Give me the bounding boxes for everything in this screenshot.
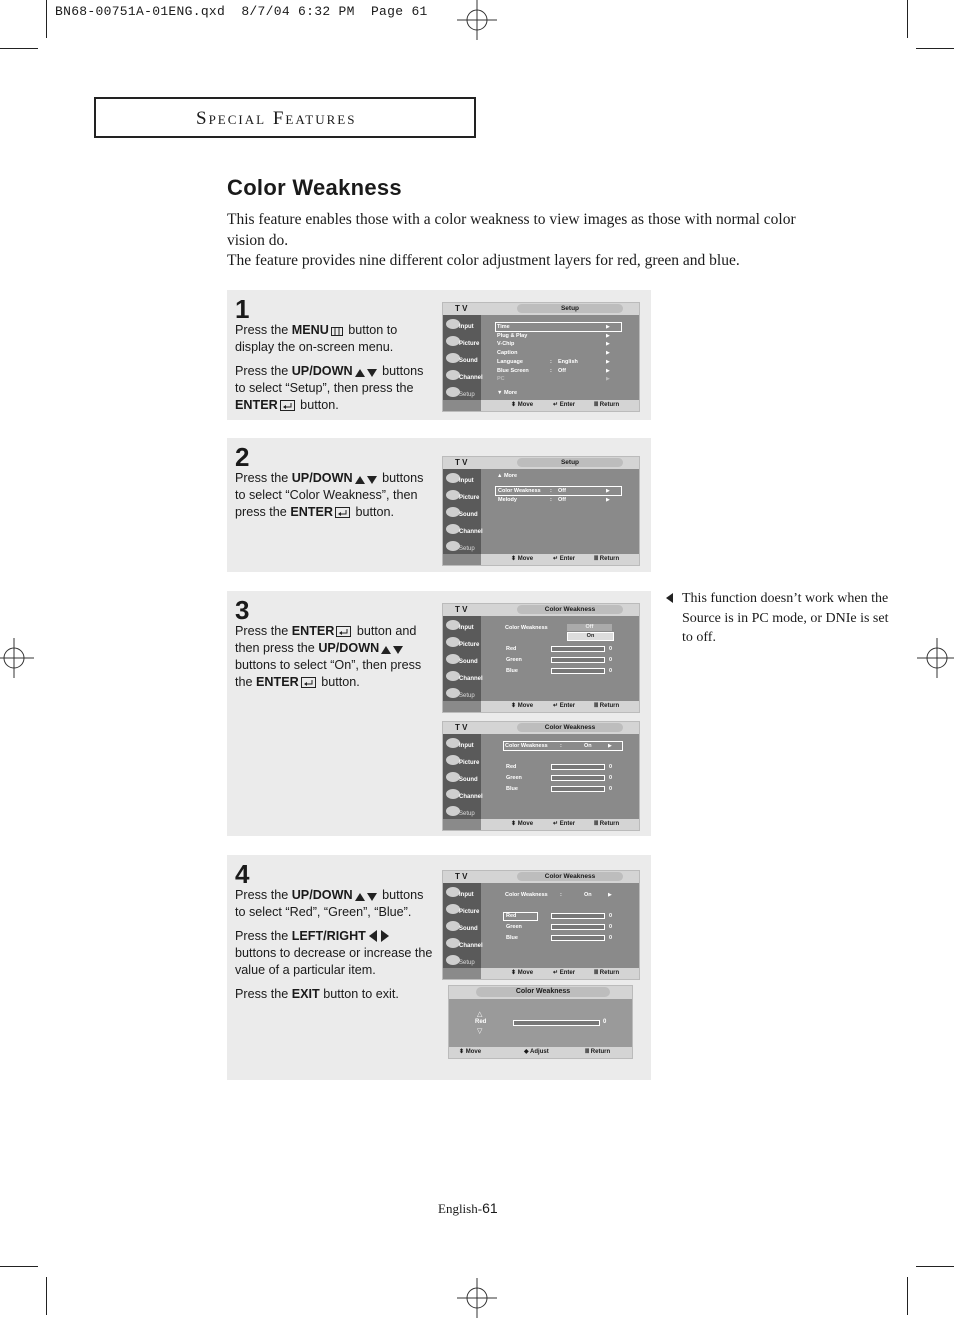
osd-color-label: Green: [506, 657, 522, 663]
osd-sidebar-icon: [446, 755, 460, 765]
button-name: MENU: [291, 323, 329, 337]
registration-mark-left: [0, 638, 34, 678]
osd-option-off: Off: [567, 624, 612, 631]
osd-highlight: [503, 741, 623, 751]
osd-sidebar-icon: [446, 671, 460, 681]
osd-move-hint: ⬍ Move: [511, 970, 534, 976]
osd-sidebar-icon: [446, 370, 460, 380]
osd-color-label: Blue: [506, 668, 518, 674]
osd-menu-value: On: [584, 892, 592, 898]
osd-slider-value: 0: [609, 924, 613, 930]
osd-enter-hint: ↵ Enter: [553, 821, 576, 827]
instruction-paragraph: Press the MENU button to display the on-screen menu.: [235, 323, 398, 354]
step-number: 1: [235, 294, 250, 324]
osd-red-adjust-popup: [448, 985, 633, 1059]
osd-title: Color Weakness: [476, 987, 610, 997]
button-name: ENTER: [235, 398, 278, 412]
osd-return-hint: Ⅲ Return: [594, 970, 620, 976]
left-right-icon: [368, 930, 390, 942]
osd-sidebar-icon: [446, 490, 460, 500]
osd-slider-value: 0: [603, 1019, 607, 1025]
osd-menu-item: Plug & Play: [497, 332, 528, 339]
osd-arrow-icon: ▶: [606, 324, 610, 330]
osd-sidebar-icon: [446, 637, 460, 647]
osd-arrow-icon: ▶: [606, 488, 610, 494]
enter-icon: [280, 400, 295, 411]
registration-mark-bottom: [457, 1278, 497, 1318]
osd-slider: [551, 668, 605, 674]
osd-menu-value: English: [558, 358, 578, 365]
osd-menu-value: On: [584, 743, 592, 749]
osd-arrow-icon: ▶: [606, 332, 610, 339]
step-instructions: [235, 322, 431, 421]
osd-slider-value: 0: [609, 786, 613, 792]
button-name: UP/DOWN: [291, 888, 353, 902]
note-text: This function doesn’t work when the Source is in PC mode, or DNIe is set to off.: [682, 591, 889, 645]
osd-title: Color Weakness: [517, 723, 623, 732]
osd-sidebar-label: Channel: [459, 943, 483, 949]
page-heading: Color Weakness: [227, 175, 402, 200]
osd-slider: [551, 913, 605, 919]
registration-mark-right: [917, 638, 954, 678]
osd-bottom-bar: [481, 554, 639, 565]
osd-colon: :: [550, 358, 552, 365]
osd-menu-item: Time: [497, 324, 510, 330]
osd-colon: :: [550, 488, 552, 494]
osd-sidebar-label: Picture: [459, 495, 480, 501]
osd-sidebar-icon: [446, 507, 460, 517]
up-down-icon: [381, 645, 403, 654]
osd-title: Color Weakness: [517, 872, 623, 881]
osd-arrow-icon: ▶: [608, 743, 612, 749]
osd-arrow-icon: ▶: [606, 350, 610, 357]
osd-menu-item: Color Weakness: [505, 892, 548, 898]
osd-slider-value: 0: [609, 646, 613, 652]
osd-sidebar-label: Input: [459, 743, 474, 749]
osd-sidebar-label: Input: [459, 892, 474, 898]
osd-bottom-bar: [481, 819, 639, 830]
osd-menu-item: Language: [497, 358, 523, 365]
osd-sidebar-icon: [446, 938, 460, 948]
osd-sidebar-icon: [446, 654, 460, 664]
print-slug: BN68-00751A-01ENG.qxd 8/7/04 6:32 PM Page 61: [55, 4, 428, 19]
osd-slider: [551, 657, 605, 663]
button-name: ENTER: [291, 624, 335, 638]
osd-color-label: Blue: [506, 935, 518, 941]
osd-highlight: [503, 890, 623, 900]
osd-sidebar-label: Sound: [459, 777, 478, 783]
instruction-paragraph: Press the ENTER button and then press the UP/DOWN buttons to select “On”, then press the ENTER button.: [235, 624, 422, 689]
osd-bottom-bar: [449, 1047, 632, 1058]
osd-arrow-icon: ▶: [606, 497, 610, 503]
osd-sidebar-label: Sound: [459, 512, 478, 518]
section-title: Special Features: [196, 108, 357, 129]
osd-sidebar-label: Setup: [459, 960, 475, 966]
osd-return-hint: Ⅲ Return: [594, 703, 620, 709]
osd-slider-value: 0: [609, 935, 613, 941]
osd-color-weakness-red: [442, 870, 640, 980]
intro-paragraph: This feature enables those with a color weakness to view images as those with normal color vision do.: [227, 211, 796, 249]
osd-tv-label: T V: [455, 605, 468, 614]
osd-enter-hint: ↵ Enter: [553, 970, 576, 976]
note-pointer-icon: [666, 593, 673, 603]
osd-tv-label: T V: [455, 723, 468, 732]
osd-colon: :: [550, 497, 552, 503]
osd-sidebar-label: Channel: [459, 529, 483, 535]
osd-tv-label: T V: [455, 458, 468, 467]
osd-enter-hint: ↵ Enter: [553, 556, 576, 562]
osd-color-label: Red: [475, 1019, 487, 1025]
osd-color-weakness-select: [442, 603, 640, 713]
osd-sidebar-label: Setup: [459, 392, 475, 398]
osd-more: ▲ More: [497, 473, 518, 479]
osd-sidebar-label: Channel: [459, 676, 483, 682]
osd-setup-more-menu: [442, 456, 640, 566]
osd-sidebar-label: Sound: [459, 659, 478, 665]
osd-arrow-icon: ▶: [606, 358, 610, 365]
osd-sidebar-label: Sound: [459, 358, 478, 364]
osd-bottom-bar: [481, 968, 639, 979]
osd-enter-hint: ↵ Enter: [553, 402, 576, 408]
osd-move-hint: ⬍ Move: [511, 402, 534, 408]
osd-slider-value: 0: [609, 668, 613, 674]
osd-menu-item: Color Weakness: [505, 743, 548, 749]
osd-arrow-icon: ▶: [608, 892, 612, 898]
instruction-paragraph: Press the LEFT/RIGHT buttons to decrease or increase the value of a particular item.: [235, 929, 433, 977]
osd-color-label: Green: [506, 775, 522, 781]
osd-sidebar-label: Picture: [459, 341, 480, 347]
button-name: UP/DOWN: [291, 364, 353, 378]
osd-sidebar-icon: [446, 904, 460, 914]
osd-menu-item: PC: [497, 376, 505, 383]
osd-sidebar-icon: [446, 887, 460, 897]
osd-sidebar-icon: [446, 921, 460, 931]
osd-menu-value: Off: [558, 497, 566, 503]
instruction-paragraph: Press the UP/DOWN buttons to select “Red”, “Green”, “Blue”.: [235, 888, 424, 919]
osd-sidebar-icon: [446, 524, 460, 534]
osd-color-label: Red: [506, 764, 517, 770]
step-instructions: [235, 887, 435, 1010]
osd-sidebar-label: Input: [459, 625, 474, 631]
osd-adjust-hint: ◆ Adjust: [524, 1049, 549, 1055]
instruction-paragraph: Press the UP/DOWN buttons to select “Setup”, then press the ENTER button.: [235, 364, 424, 412]
osd-more: ▼ More: [497, 390, 518, 396]
registration-mark-top: [457, 0, 497, 40]
osd-sidebar-label: Setup: [459, 693, 475, 699]
enter-icon: [301, 677, 316, 688]
instruction-paragraph: Press the EXIT button to exit.: [235, 987, 399, 1001]
osd-sidebar-icon: [446, 319, 460, 329]
osd-sidebar-icon: [446, 387, 460, 397]
osd-move-hint: ⬍ Move: [511, 821, 534, 827]
osd-tv-label: T V: [455, 872, 468, 881]
osd-sidebar-label: Picture: [459, 642, 480, 648]
osd-colon: :: [550, 367, 552, 374]
osd-move-hint: ⬍ Move: [459, 1049, 482, 1055]
page-number: 61: [482, 1200, 498, 1216]
button-name: UP/DOWN: [318, 641, 380, 655]
osd-sidebar-label: Sound: [459, 926, 478, 932]
osd-return-hint: Ⅲ Return: [594, 821, 620, 827]
osd-sidebar-icon: [446, 336, 460, 346]
osd-arrow-icon: ▶: [606, 341, 610, 348]
osd-return-hint: Ⅲ Return: [585, 1049, 611, 1055]
up-down-icon: [355, 368, 377, 377]
up-down-icon: [355, 475, 377, 484]
osd-option-on: On: [567, 632, 614, 641]
osd-setup-menu: [442, 302, 640, 412]
osd-menu-value: Off: [558, 367, 566, 374]
osd-slider-value: 0: [609, 764, 613, 770]
osd-bottom-bar: [481, 701, 639, 712]
osd-slider: [551, 935, 605, 941]
osd-move-hint: ⬍ Move: [511, 703, 534, 709]
osd-menu-value: Off: [558, 488, 566, 494]
footer-language: English-: [438, 1201, 483, 1216]
osd-slider: [551, 764, 605, 770]
osd-arrow-icon: ▶: [606, 367, 610, 374]
osd-slider-value: 0: [609, 657, 613, 663]
osd-color-label: Blue: [506, 786, 518, 792]
osd-color-weakness-on: [442, 721, 640, 831]
osd-return-hint: Ⅲ Return: [594, 402, 620, 408]
up-arrow-icon: △: [477, 1011, 483, 1018]
osd-menu-item: Color Weakness: [505, 625, 548, 631]
osd-slider: [551, 924, 605, 930]
intro-text: [227, 210, 827, 272]
button-name: ENTER: [256, 675, 299, 689]
osd-sidebar-label: Setup: [459, 546, 475, 552]
osd-title: Color Weakness: [517, 605, 623, 614]
osd-sidebar-icon: [446, 541, 460, 551]
osd-menu-item: Color Weakness: [498, 488, 541, 494]
step-instructions: [235, 623, 431, 698]
osd-slider: [551, 646, 605, 652]
up-down-icon: [355, 892, 377, 901]
osd-menu-item: Melody: [498, 497, 517, 503]
enter-icon: [336, 626, 351, 637]
osd-sidebar-icon: [446, 806, 460, 816]
osd-menu-item: Blue Screen: [497, 367, 529, 374]
page-footer: [438, 1200, 498, 1217]
osd-title: Setup: [517, 458, 623, 467]
osd-sidebar-icon: [446, 353, 460, 363]
osd-menu-item: Caption: [497, 350, 518, 357]
osd-tv-label: T V: [455, 304, 468, 313]
osd-sidebar-label: Channel: [459, 375, 483, 381]
instruction-paragraph: Press the UP/DOWN buttons to select “Color Weakness”, then press the ENTER button.: [235, 471, 424, 519]
down-arrow-icon: ▽: [477, 1028, 483, 1035]
menu-icon: [331, 327, 343, 336]
step-number: 3: [235, 595, 250, 625]
osd-enter-hint: ↵ Enter: [553, 703, 576, 709]
osd-move-hint: ⬍ Move: [511, 556, 534, 562]
osd-color-label: Green: [506, 924, 522, 930]
osd-return-hint: Ⅲ Return: [594, 556, 620, 562]
step-instructions: [235, 470, 431, 528]
intro-paragraph: The feature provides nine different color adjustment layers for red, green and blue.: [227, 252, 740, 269]
button-name: LEFT/RIGHT: [291, 929, 366, 943]
osd-color-label: Red: [506, 646, 517, 652]
osd-slider-value: 0: [609, 913, 613, 919]
osd-sidebar-icon: [446, 955, 460, 965]
osd-color-label: Red: [506, 913, 517, 919]
enter-icon: [335, 507, 350, 518]
osd-sidebar-icon: [446, 789, 460, 799]
osd-sidebar-icon: [446, 620, 460, 630]
osd-sidebar-label: Setup: [459, 811, 475, 817]
step-number: 2: [235, 442, 250, 472]
osd-slider-value: 0: [609, 775, 613, 781]
osd-sidebar-icon: [446, 473, 460, 483]
osd-highlight: [495, 322, 622, 332]
osd-slider: [513, 1020, 600, 1026]
osd-bottom-bar: [481, 400, 639, 411]
osd-sidebar-label: Input: [459, 324, 474, 330]
osd-arrow-icon: ▶: [606, 376, 610, 383]
osd-colon: :: [560, 892, 562, 898]
osd-sidebar-label: Input: [459, 478, 474, 484]
osd-colon: :: [560, 743, 562, 749]
osd-sidebar-icon: [446, 772, 460, 782]
osd-sidebar-icon: [446, 688, 460, 698]
button-name: ENTER: [290, 505, 333, 519]
step-number: 4: [235, 859, 250, 889]
osd-slider: [551, 786, 605, 792]
osd-sidebar-label: Channel: [459, 794, 483, 800]
button-name: EXIT: [291, 987, 320, 1001]
osd-sidebar-label: Picture: [459, 760, 480, 766]
osd-sidebar-icon: [446, 738, 460, 748]
osd-sidebar-label: Picture: [459, 909, 480, 915]
osd-slider: [551, 775, 605, 781]
button-name: UP/DOWN: [291, 471, 353, 485]
osd-title: Setup: [517, 304, 623, 313]
osd-menu-item: V-Chip: [497, 341, 515, 348]
